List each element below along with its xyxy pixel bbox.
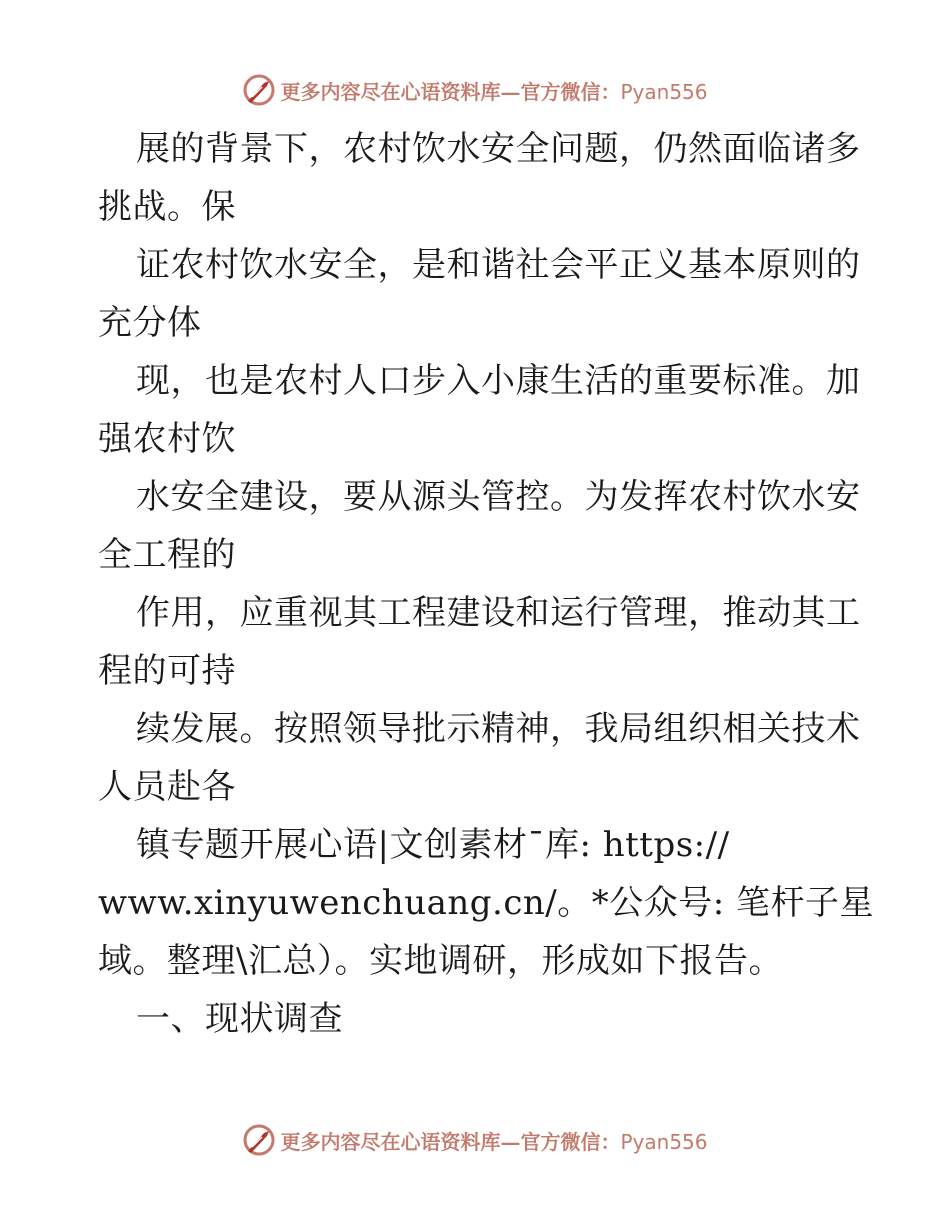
text-line: 全工程的 [98,535,236,575]
text-line: 展的背景下，农村饮水安全问题，仍然面临诸多 [136,129,861,169]
watermark-text: 更多内容尽在心语资料库—官方微信：Pyan556 [280,1129,708,1154]
text-line: 水安全建设，要从源头管控。为发挥农村饮水安 [136,477,861,517]
url-line: www.xinyuwenchuang.cn/。*公众号: 笔杆子星 [98,883,874,923]
paragraph [98,236,861,352]
text-line: 证农村饮水安全，是和谐社会平正义基本原则的 [136,245,861,285]
watermark-banner-top [0,70,950,110]
paragraph [98,468,861,584]
paragraph [98,352,861,468]
text-line: 程的可持 [98,651,236,691]
watermark-id: Pyan556 [620,1129,708,1154]
paragraph [98,584,861,700]
text-line: 现，也是农村人口步入小康生活的重要标准。加 [136,361,861,401]
text-line: 挑战。保 [98,187,236,227]
paragraph [98,700,861,816]
quill-pen-logo-icon [242,73,276,107]
text-line: 续发展。按照领导批示精神，我局组织相关技术 [136,709,861,749]
text-line: 充分体 [98,303,202,343]
text-line: 域。整理\汇总）。实地调研，形成如下报告。 [98,941,783,981]
text-line: 作用，应重视其工程建设和运行管理，推动其工 [136,593,861,633]
text-line: 人员赴各 [98,767,236,807]
quill-pen-logo-icon [242,1123,276,1157]
watermark-id: Pyan556 [620,79,708,104]
section-heading: 一、现状调查 [136,999,343,1039]
text-line: 强农村饮 [98,419,236,459]
document-body [98,120,874,1048]
text-line: 镇专题开展心语|文创素材¯库: https:// [136,825,730,865]
watermark-banner-bottom [0,1120,950,1160]
paragraph [98,120,861,236]
paragraph-with-link [98,816,874,990]
watermark-text: 更多内容尽在心语资料库—官方微信：Pyan556 [280,79,708,104]
